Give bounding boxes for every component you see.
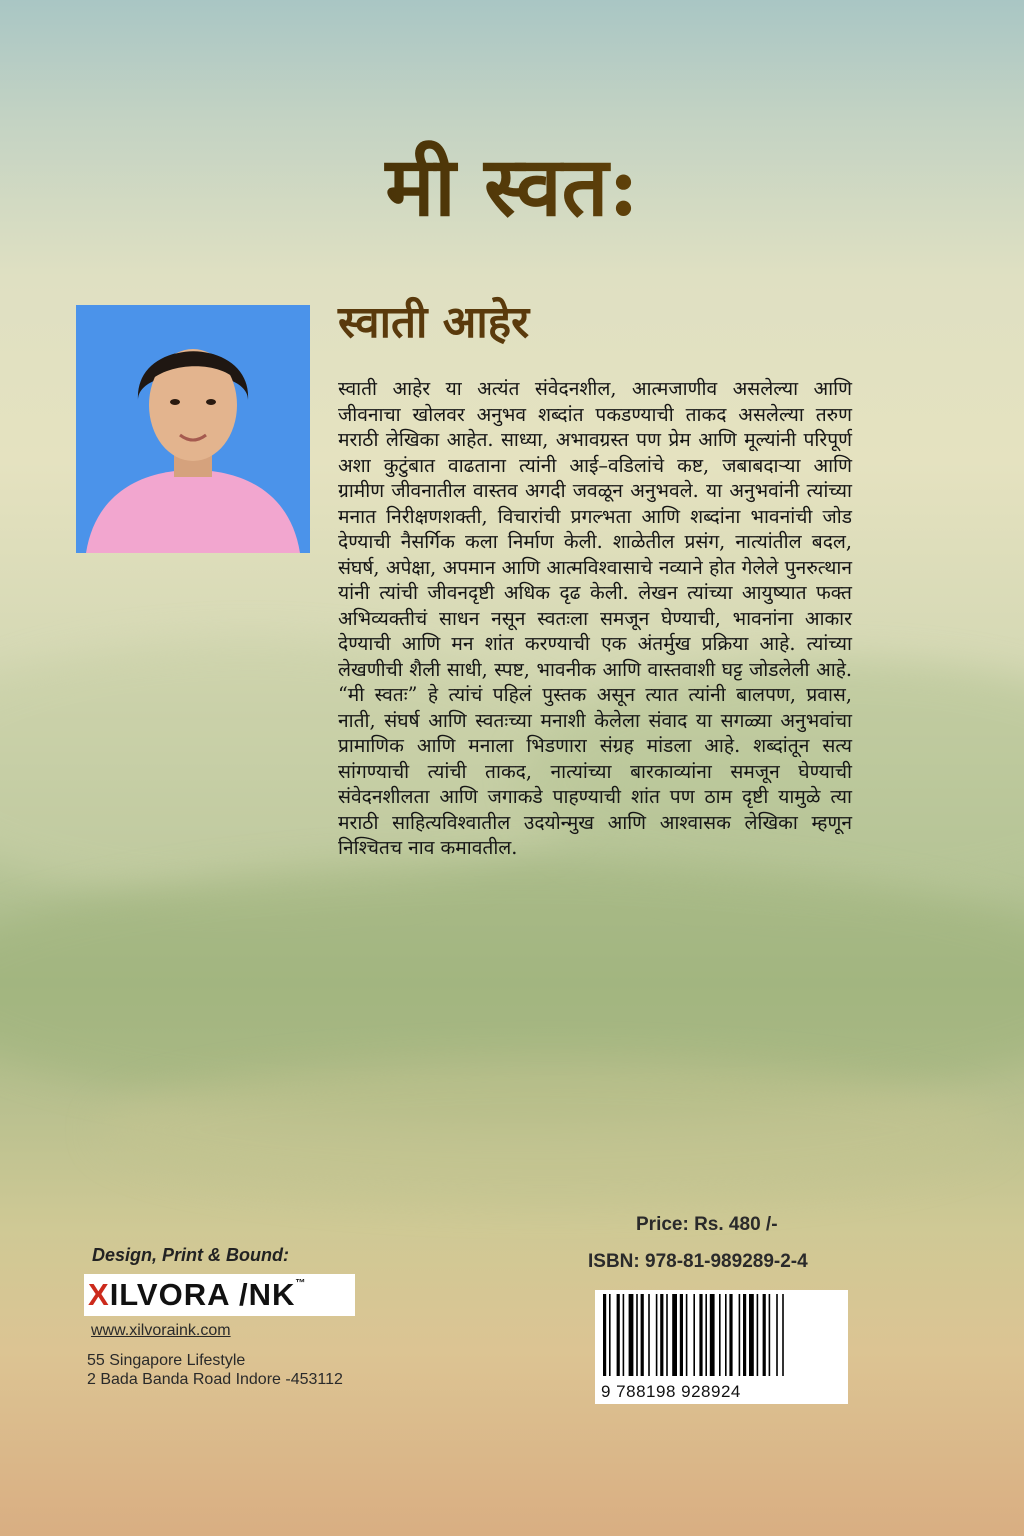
author-name: स्वाती आहेर bbox=[338, 297, 530, 348]
barcode-bar bbox=[725, 1294, 727, 1376]
barcode-bar bbox=[641, 1294, 644, 1376]
barcode-bar bbox=[636, 1294, 638, 1376]
barcode-bar bbox=[719, 1294, 721, 1376]
barcode-bars bbox=[595, 1294, 848, 1384]
barcode-bar bbox=[660, 1294, 663, 1376]
barcode-bar bbox=[623, 1294, 625, 1376]
isbn-number: ISBN: 978-81-989289-2-4 bbox=[588, 1251, 808, 1272]
author-photo bbox=[76, 305, 310, 553]
barcode-bar bbox=[749, 1294, 754, 1376]
publisher-address bbox=[87, 1351, 343, 1389]
misty-hill bbox=[100, 1060, 1000, 1200]
barcode-bar bbox=[672, 1294, 677, 1376]
barcode-bar bbox=[617, 1294, 620, 1376]
barcode-bar bbox=[699, 1294, 702, 1376]
barcode-bar bbox=[693, 1294, 695, 1376]
barcode-bar bbox=[710, 1294, 715, 1376]
address-line-2: 2 Bada Banda Road Indore -453112 bbox=[87, 1371, 343, 1388]
book-price: Price: Rs. 480 /- bbox=[636, 1214, 778, 1235]
logo-text: ILVORA /NK bbox=[109, 1277, 296, 1312]
barcode-bar bbox=[743, 1294, 746, 1376]
trademark-mark: ™ bbox=[295, 1278, 307, 1289]
barcode-bar bbox=[648, 1294, 650, 1376]
barcode-bar bbox=[666, 1294, 668, 1376]
barcode-bar bbox=[757, 1294, 759, 1376]
logo-letter-x: X bbox=[88, 1277, 110, 1312]
barcode-bar bbox=[656, 1294, 658, 1376]
barcode-digits: 9 788198 928924 bbox=[601, 1382, 741, 1401]
barcode-bar bbox=[686, 1294, 688, 1376]
book-title: मी स्वत: bbox=[0, 128, 1024, 240]
address-line-1: 55 Singapore Lifestyle bbox=[87, 1352, 246, 1369]
barcode-bar bbox=[603, 1294, 606, 1376]
barcode-bar bbox=[629, 1294, 634, 1376]
publisher-website-link[interactable]: www.xilvoraink.com bbox=[91, 1322, 231, 1339]
barcode-bar bbox=[680, 1294, 683, 1376]
barcode-bar bbox=[782, 1294, 784, 1376]
barcode-bar bbox=[609, 1294, 611, 1376]
barcode-bar bbox=[763, 1294, 766, 1376]
barcode-bar bbox=[739, 1294, 741, 1376]
barcode-bar bbox=[729, 1294, 732, 1376]
barcode-bar bbox=[705, 1294, 707, 1376]
barcode-bar bbox=[769, 1294, 771, 1376]
barcode-bar bbox=[776, 1294, 778, 1376]
isbn-barcode bbox=[595, 1290, 848, 1404]
author-biography: स्वाती आहेर या अत्यंत संवेदनशील, आत्मजाणीव असलेल्या आणि जीवनाचा खोलवर अनुभव शब्दांत पकडण्याची ताकद असलेल्या तरुण मराठी लेखिका आहेत. साध्या, अभावग्रस्त पण प्रेम आणि मूल्यांनी परिपूर्ण अशा कुटुंबात वाढताना त्यांनी आई–वडिलांचे कष्ट, जबाबदाऱ्या आणि ग्रामीण जीवनातील वास्तव अगदी जवळून अनुभवले. या अनुभवांनी त्यांच्या मनात निरीक्षणशक्ती, विचारांची प्रगल्भता आणि शब्दांना भावनांची जोड देण्याची नैसर्गिक कला निर्माण केली. शाळेतील प्रसंग, नात्यांतील बदल, संघर्ष, अपेक्षा, अपमान आणि आत्मविश्वासाचे नव्याने होत गेलेले पुनरुत्थान यांनी त्यांची जीवनदृष्टी अधिक दृढ केली. लेखन त्यांच्या आयुष्यात फक्त अभिव्यक्तीचं साधन नसून स्वतःला समजून घेण्याची, भावनांना आकार देण्याची आणि मन शांत करण्याची एक अंतर्मुख प्रक्रिया आहे. त्यांच्या लेखणीची शैली साधी, स्पष्ट, भावनीक आणि वास्तवाशी घट्ट जोडलेली आहे. “मी स्वतः” हे त्यांचं पहिलं पुस्तक असून त्यात त्यांनी बालपण, प्रवास, नाती, संघर्ष आणि स्वतःच्या मनाशी केलेला संवाद या सगळ्या अनुभवांचा प्रामाणिक आणि मनाला भिडणारा संग्रह मांडला आहे. शब्दांतून सत्य सांगण्याची त्यांची ताकद, नात्यांच्या बारकाव्यांना समजून घेण्याची संवेदनशीलता आणि जगाकडे पाहण्याची शांत पण ठाम दृष्टी यामुळे त्या मराठी साहित्यविश्वातील उदयोन्मुख आणि आश्वासक लेखिका म्हणून निश्चितच नाव कमावतील. bbox=[338, 377, 852, 859]
publisher-logo bbox=[84, 1274, 355, 1316]
design-print-label: Design, Print & Bound: bbox=[92, 1245, 289, 1265]
